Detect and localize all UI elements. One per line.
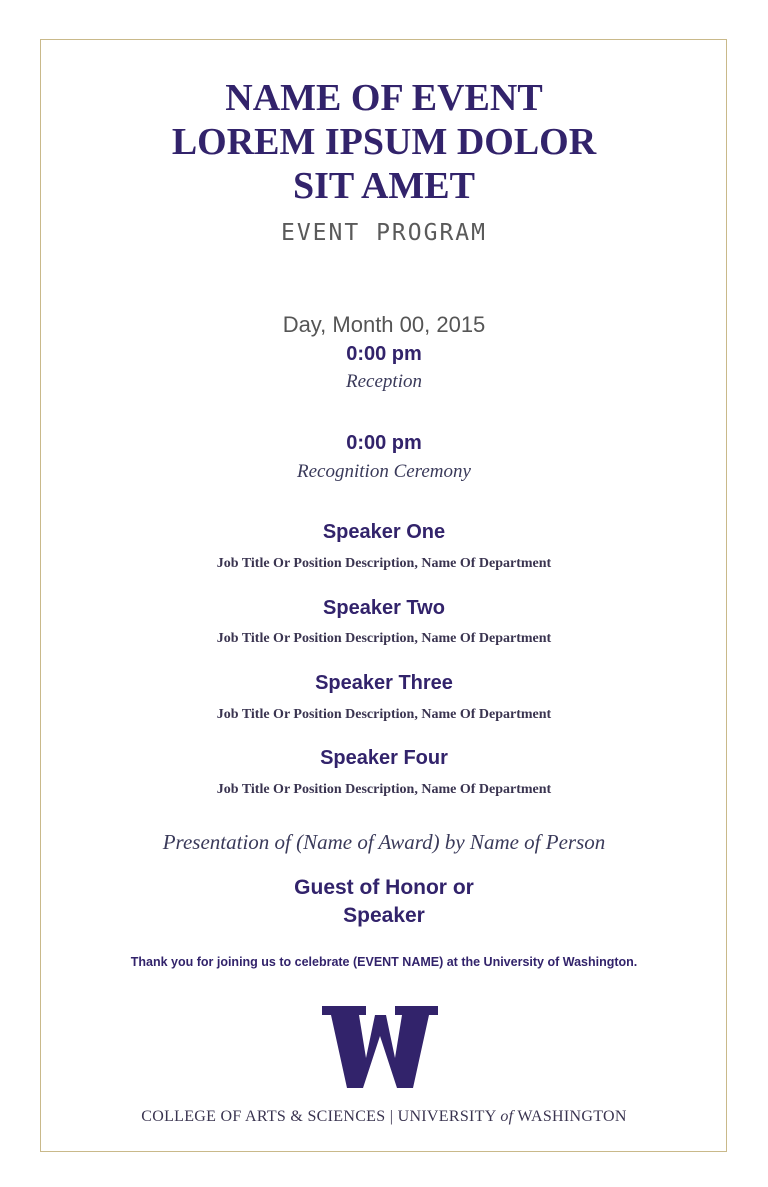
reception-label: Reception [346,371,422,392]
title-line-1: NAME OF EVENT [225,77,543,119]
ceremony-time: 0:00 pm [346,432,422,454]
footer-college: COLLEGE OF ARTS & SCIENCES [141,1108,386,1125]
speaker-one-role: Job Title Or Position Description, Name Of Department [216,556,552,571]
speaker-four-name: Speaker Four [320,747,448,769]
speaker-three-role: Job Title Or Position Description, Name Of Department [216,707,552,722]
award-presentation: Presentation of (Name of Award) by Name of Person [162,830,606,854]
speaker-four-role: Job Title Or Position Description, Name Of Department [216,782,552,797]
speaker-two-role: Job Title Or Position Description, Name Of Department [216,631,552,646]
title-line-2: LOREM IPSUM DOLOR [171,121,597,163]
speaker-three-name: Speaker Three [315,672,453,694]
ceremony-label: Recognition Ceremony [297,461,471,482]
thank-you-note: Thank you for joining us to celebrate (EVENT NAME) at the University of Washington. [130,955,638,969]
footer-separator: | [389,1108,394,1125]
uw-w-logo-icon [322,1006,438,1088]
footer-university-post: WASHINGTON [517,1108,627,1125]
speaker-one-name: Speaker One [322,521,446,543]
guest-line-1: Guest of Honor or [294,876,474,899]
guest-line-2: Speaker [343,904,425,927]
footer-institution [0,1108,768,1126]
speaker-two-name: Speaker Two [323,597,445,619]
event-date: Day, Month 00, 2015 [282,312,486,337]
footer-university-of: of [500,1108,514,1125]
footer-university-pre: UNIVERSITY [397,1108,496,1125]
reception-time: 0:00 pm [346,343,422,365]
event-program-subtitle: EVENT PROGRAM [280,220,487,246]
title-line-3: SIT AMET [293,165,475,207]
